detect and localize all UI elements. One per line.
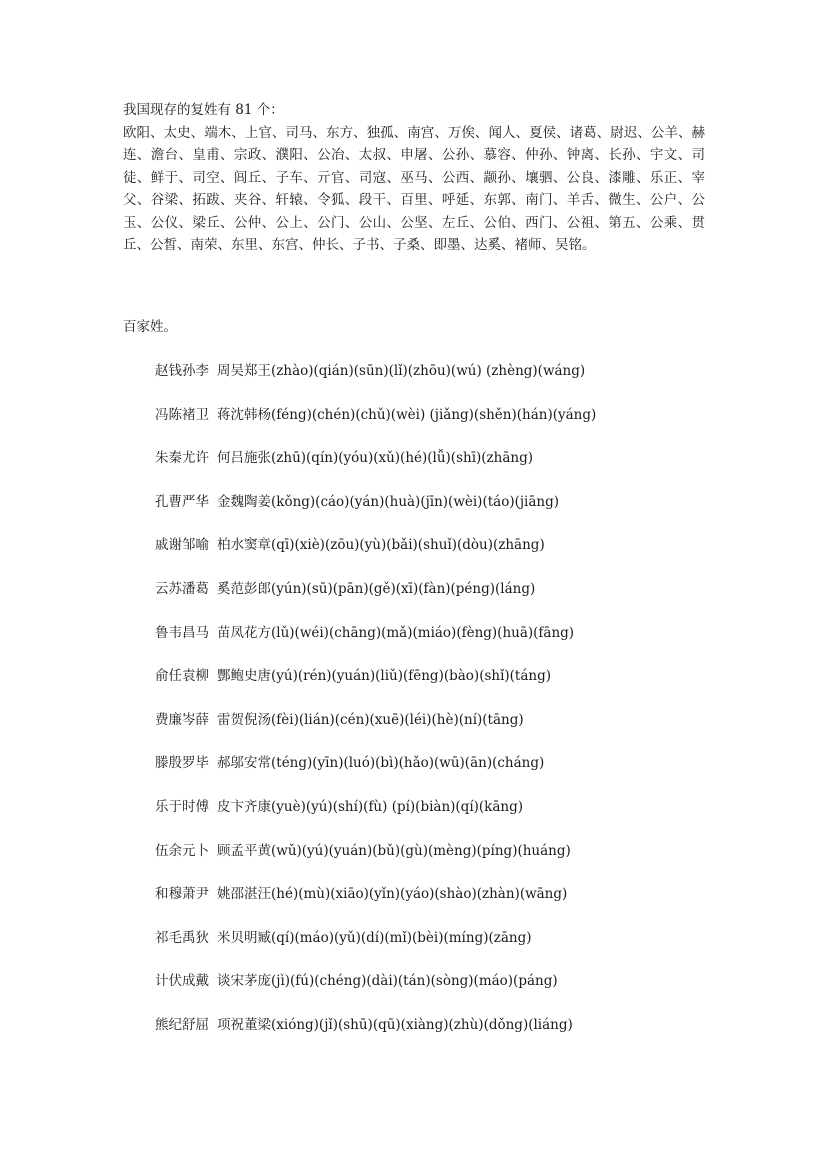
surname-group: 冯陈褚卫 [155,406,209,423]
surname-group: 费廉岑薛 [155,711,209,728]
surname-row [155,534,775,578]
surname-pinyin: 米贝明臧(qí)(máo)(yǔ)(dí)(mǐ)(bèi)(míng)(zāng) [217,929,532,946]
surname-row [155,622,775,666]
surname-group: 祁毛禹狄 [155,929,209,946]
surname-pinyin: 顾孟平黄(wǔ)(yú)(yuán)(bǔ)(gù)(mèng)(píng)(huáng) [217,842,571,859]
surname-group: 云苏潘葛 [155,580,209,597]
surname-row [155,360,775,404]
surname-pinyin: 雷贺倪汤(fèi)(lián)(cén)(xuē)(léi)(hè)(ní)(tāng) [217,711,524,728]
surname-group: 朱秦尤许 [155,450,209,467]
surname-row [155,709,775,753]
surname-pinyin: 何吕施张(zhū)(qín)(yóu)(xǔ)(hé)(lǚ)(shī)(zhāng) [217,450,534,467]
surname-group: 孔曹严华 [155,493,209,510]
surname-group: 赵钱孙李 [155,363,209,379]
surname-pinyin: 奚范彭郎(yún)(sū)(pān)(gě)(xī)(fàn)(péng)(láng) [217,580,536,597]
surname-row [155,883,775,927]
surname-row [155,752,775,796]
surname-row [155,665,775,709]
surname-group: 戚谢邹喻 [155,537,209,554]
compound-surnames-intro [123,99,705,257]
surname-group: 俞任袁柳 [155,668,209,685]
surname-row [155,970,775,1014]
surname-row [155,796,775,840]
surname-row [155,491,775,535]
intro-heading: 我国现存的复姓有 81 个： [123,102,284,118]
surname-group: 伍余元卜 [155,842,209,859]
surname-rows [155,360,775,1058]
surname-group: 计伏成戴 [155,973,209,990]
surname-group: 滕殷罗毕 [155,755,209,772]
surname-pinyin: 蒋沈韩杨(féng)(chén)(chǔ)(wèi) (jiǎng)(shěn)(hán)(yáng) [217,406,597,423]
surname-pinyin: 苗凤花方(lǔ)(wéi)(chāng)(mǎ)(miáo)(fèng)(huā)(fāng) [217,624,575,641]
surname-row [155,927,775,971]
surname-pinyin: 谈宋茅庞(jì)(fú)(chéng)(dài)(tán)(sòng)(máo)(páng) [217,973,558,990]
surname-pinyin: 酆鲍史唐(yú)(rén)(yuán)(liǔ)(fēng)(bào)(shǐ)(táng) [217,668,552,685]
surname-row [155,447,775,491]
surname-group: 乐于时傅 [155,798,209,815]
surname-row [155,1014,775,1058]
surname-row [155,578,775,622]
surname-row [155,404,775,448]
compound-surname-list: 欧阳、太史、端木、上官、司马、东方、独孤、南宫、万俟、闻人、夏侯、诸葛、尉迟、公羊、赫连、澹台、皇甫、宗政、濮阳、公冶、太叔、申屠、公孙、慕容、仲孙、钟离、长孙、宇文、司徒、鲜于、司空、闾丘、子车、亓官、司寇、巫马、公西、颛孙、壤驷、公良、漆雕、乐正、宰父、谷梁、拓跋、夹谷、轩辕、令狐、段干、百里、呼延、东郭、南门、羊舌、微生、公户、公玉、公仪、梁丘、公仲、公上、公门、公山、公坚、左丘、公伯、西门、公祖、第五、公乘、贯丘、公皙、南荣、东里、东宫、仲长、子书、子桑、即墨、达奚、褚师、吴铭。 [123,124,705,253]
surname-pinyin: 周吴郑王(zhào)(qián)(sūn)(lǐ)(zhōu)(wú) (zhèng)(wáng) [217,363,586,379]
surname-pinyin: 项祝董梁(xióng)(jǐ)(shū)(qū)(xiàng)(zhù)(dǒng)(liáng) [217,1016,573,1033]
surname-pinyin: 皮卞齐康(yuè)(yú)(shí)(fù) (pí)(biàn)(qí)(kāng) [217,798,524,815]
surname-row [155,840,775,884]
surname-group: 和穆萧尹 [155,886,209,903]
surname-pinyin: 郝邬安常(téng)(yīn)(luó)(bì)(hǎo)(wū)(ān)(cháng) [217,755,545,772]
surname-pinyin: 金魏陶姜(kǒng)(cáo)(yán)(huà)(jīn)(wèi)(táo)(jiāng) [217,493,560,510]
surname-group: 熊纪舒屈 [155,1016,209,1033]
surname-pinyin: 姚邵湛汪(hé)(mù)(xiāo)(yǐn)(yáo)(shào)(zhàn)(wāng) [217,886,568,903]
surname-pinyin: 柏水窦章(qī)(xiè)(zōu)(yù)(bǎi)(shuǐ)(dòu)(zhāng) [217,537,545,554]
section-title: 百家姓。 [123,319,177,335]
surname-group: 鲁韦昌马 [155,624,209,641]
